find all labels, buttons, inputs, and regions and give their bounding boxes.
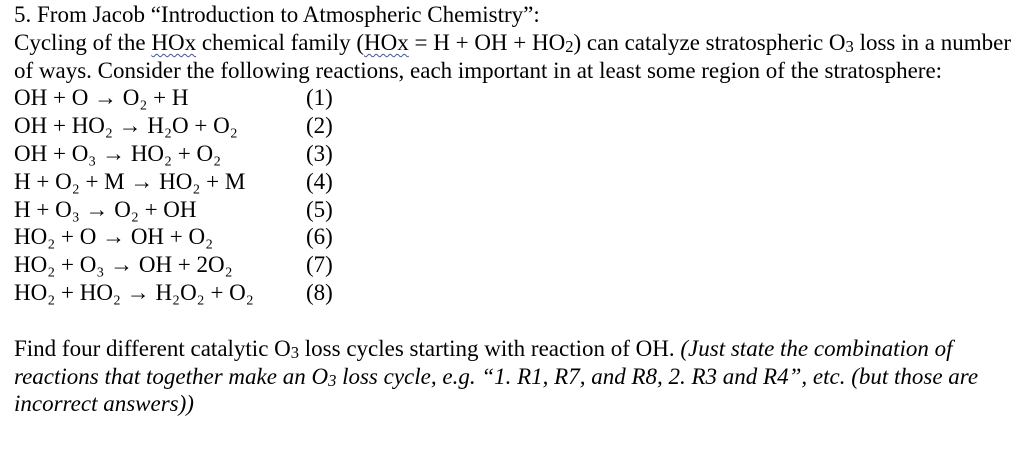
- reaction-number: (5): [306, 196, 333, 222]
- question-text: [14, 335, 1014, 418]
- question-lead: loss cycles starting with reaction of OH.: [299, 335, 681, 361]
- question-instruction: loss cycle, e.g. “1. R1, R7, and R8, 2. R3 and R4”, etc. (but those are incorrect answers)): [14, 363, 979, 417]
- subscript: 3: [845, 36, 854, 56]
- reaction-equation: OH + O₃ → HO₂ + O₂: [14, 140, 222, 166]
- reaction-row: [14, 140, 1024, 168]
- reaction-row: [14, 112, 1024, 140]
- reaction-equation: OH + O → O₂ + H: [14, 85, 189, 111]
- reaction-row: [14, 279, 1024, 307]
- problem-title: 5. From Jacob “Introduction to Atmospheric Chemistry”:: [14, 2, 540, 27]
- intro-text: chemical family (: [196, 29, 365, 55]
- subscript: 3: [290, 342, 300, 362]
- intro-text: = H + OH + HO: [408, 29, 566, 55]
- reaction-row: [14, 251, 1024, 279]
- hox-term: HOx: [151, 29, 197, 55]
- reaction-equation: H + O₂ + M → HO₂ + M: [14, 168, 246, 194]
- intro-text: Cycling of the: [14, 29, 152, 55]
- reaction-row: [14, 168, 1024, 196]
- reaction-equation: OH + HO₂ → H₂O + O₂: [14, 113, 238, 139]
- reaction-number: (4): [306, 168, 333, 194]
- reaction-list: [14, 84, 1024, 306]
- reaction-row: [14, 196, 1024, 224]
- question-instruction: (Just state the combination of reactions that together make an O: [14, 335, 953, 389]
- hox-term: HOx: [364, 29, 409, 55]
- subscript: 3: [328, 370, 337, 390]
- reaction-number: (3): [306, 140, 333, 166]
- question-lead: Find four different catalytic O: [14, 335, 291, 361]
- reaction-equation: HO₂ + O → OH + O₂: [14, 224, 214, 250]
- subscript: 2: [565, 36, 574, 56]
- reaction-equation: H + O₃ → O₂ + OH: [14, 196, 197, 222]
- intro-text: loss in a number of ways. Consider the following reactions, each important in at least some region of the stratosphere:: [14, 29, 1011, 83]
- problem-intro: [14, 29, 1014, 85]
- reaction-number: (8): [306, 279, 333, 305]
- reaction-number: (7): [306, 252, 333, 278]
- reaction-number: (6): [306, 224, 333, 250]
- reaction-equation: HO₂ + HO₂ → H₂O₂ + O₂: [14, 279, 254, 305]
- intro-text: ) can catalyze stratospheric O: [573, 29, 846, 55]
- reaction-number: (1): [306, 85, 333, 111]
- reaction-number: (2): [306, 113, 333, 139]
- reaction-row: [14, 223, 1024, 251]
- reaction-equation: HO₂ + O₃ → OH + 2O₂: [14, 252, 233, 278]
- reaction-row: [14, 84, 1024, 112]
